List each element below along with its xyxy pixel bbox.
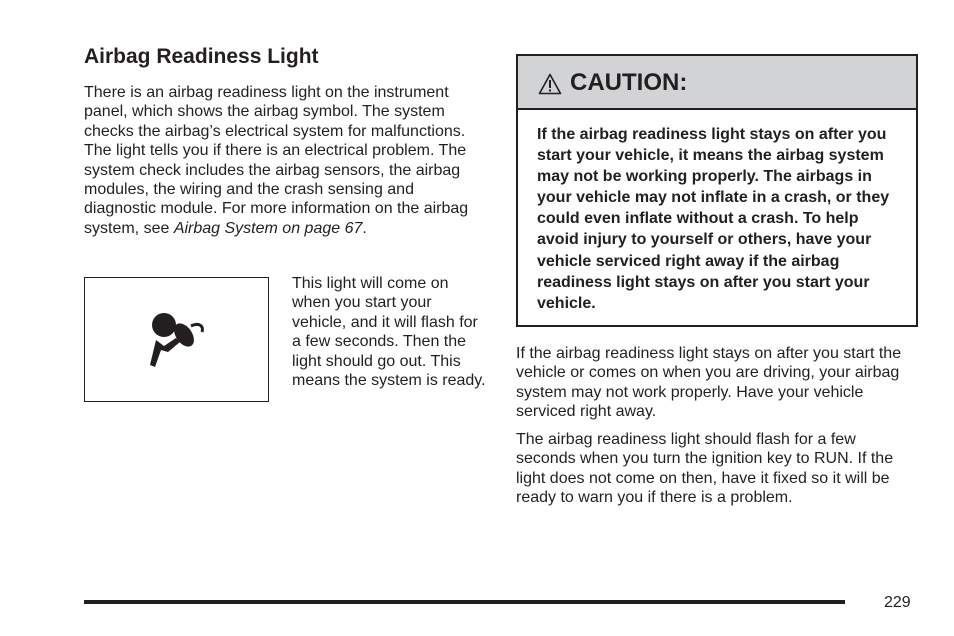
section-heading: Airbag Readiness Light <box>84 45 319 68</box>
caution-box <box>516 54 918 327</box>
airbag-readiness-icon <box>149 312 207 368</box>
airbag-symbol-box <box>84 277 269 402</box>
service-paragraph: If the airbag readiness light stays on after you start the vehicle or comes on when you are driving, your airbag system may not work properly. Have your vehicle serviced right away. <box>516 345 902 421</box>
caution-title: CAUTION: <box>570 69 688 96</box>
intro-text: There is an airbag readiness light on the instrument panel, which shows the airbag symbol. The system checks the airbag’s electrical system for malfunctions. The light tells you if there is an electrical problem. The system check includes the airbag sensors, the airbag modules, the wiring and the crash sensing and diagnostic module. For more information on the airbag system, see <box>84 84 469 237</box>
light-behavior-paragraph: This light will come on when you start your vehicle, and it will flash for a few seconds. Then the light should go out. This means the system is ready. <box>292 275 486 390</box>
page-number: 229 <box>884 594 911 611</box>
flash-check-paragraph: The airbag readiness light should flash for a few seconds when you turn the ignition key to RUN. If the light does not come on then, have it fixed so it will be ready to warn you if there is a problem. <box>516 431 894 507</box>
intro-end: . <box>362 219 367 237</box>
cross-reference-link[interactable]: Airbag System on page 67 <box>173 219 363 237</box>
warning-triangle-icon <box>538 73 562 95</box>
caution-body-text: If the airbag readiness light stays on after you start your vehicle, it means the airbag system may not be working properly. The airbags in your vehicle may not inflate in a crash, or they could even inflate without a crash. To help avoid injury to yourself or others, have your vehicle serviced right away if the airbag readiness light stays on after you start your vehicle. <box>537 126 890 312</box>
caution-header <box>518 56 916 110</box>
footer-rule <box>84 600 845 604</box>
intro-paragraph <box>84 83 484 238</box>
